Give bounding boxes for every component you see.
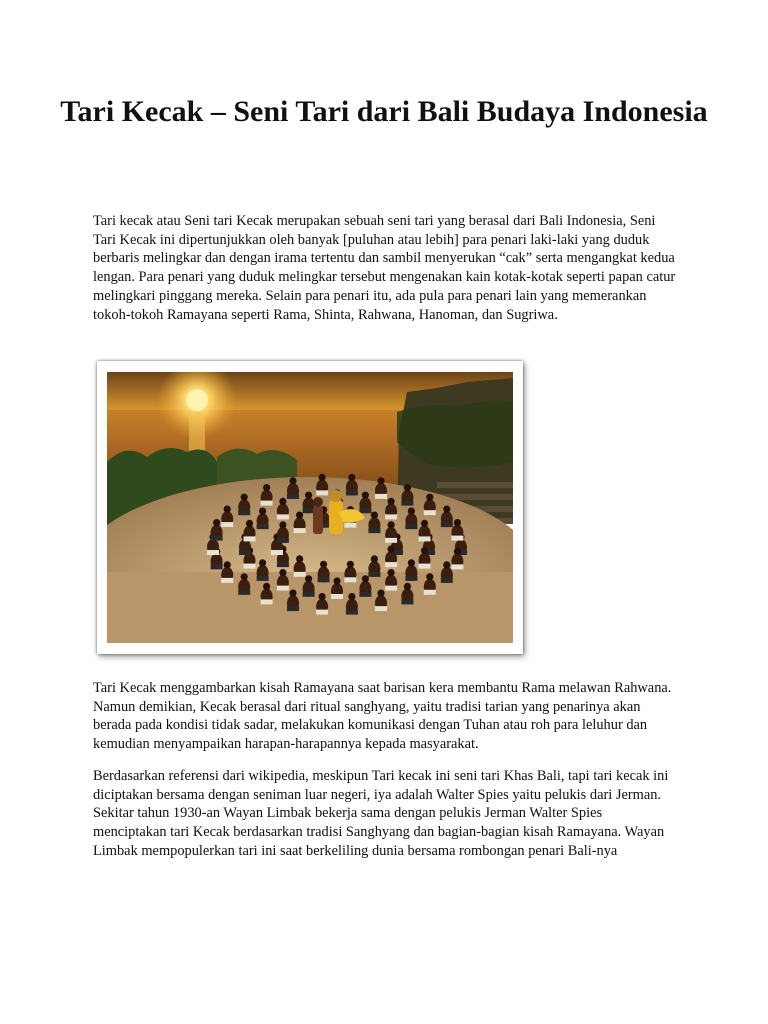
article-title: Tari Kecak – Seni Tari dari Bali Budaya Indonesia — [60, 95, 708, 128]
kecak-dance-photo — [97, 361, 523, 654]
paragraph-story: Tari Kecak menggambarkan kisah Ramayana saat barisan kera membantu Rama melawan Rahwana. Namun demikian, Kecak berasal dari ritual sanghyang, yaitu tradisi tarian yang penarinya akan berada pada kondisi tidak sadar, melakukan komunikasi dengan Tuhan atau roh para leluhur dan kemudian menyampaikan harapan-harapannya kepada masyarakat. — [93, 680, 672, 753]
paragraph-history: Berdasarkan referensi dari wikipedia, meskipun Tari kecak ini seni tari Khas Bali, tapi tari kecak ini diciptakan bersama dengan seniman luar negeri, iya adalah Walter Spies yaitu pelukis dari Jerman. Sekitar tahun 1930-an Wayan Limbak bekerja sama dengan pelukis Jerman Walter Spies menciptakan tari Kecak berdasarkan tradisi Sanghyang dan bagian-bagian kisah Ramayana. Wayan Limbak mempopulerkan tari ini saat berkeliling dunia bersama rombongan penari Bali-nya — [93, 768, 669, 859]
sun — [186, 389, 208, 411]
kecak-photo-scene — [107, 372, 513, 643]
paragraph-intro: Tari kecak atau Seni tari Kecak merupakan sebuah seni tari yang berasal dari Bali Indonesia, Seni Tari Kecak ini dipertunjukkan oleh banyak [puluhan atau lebih] para penari laki-laki yang duduk berbaris melingkar dan dengan irama tertentu dan sambil menyerukan “cak” serta mengangkat kedua lengan. Para penari yang duduk melingkar tersebut mengenakan kain kotak-kotak seperti papan catur melingkari pinggang mereka. Selain para penari itu, ada pula para penari lain yang memerankan tokoh-tokoh Ramayana seperti Rama, Shinta, Rahwana, Hanoman, dan Sugriwa. — [93, 213, 676, 323]
